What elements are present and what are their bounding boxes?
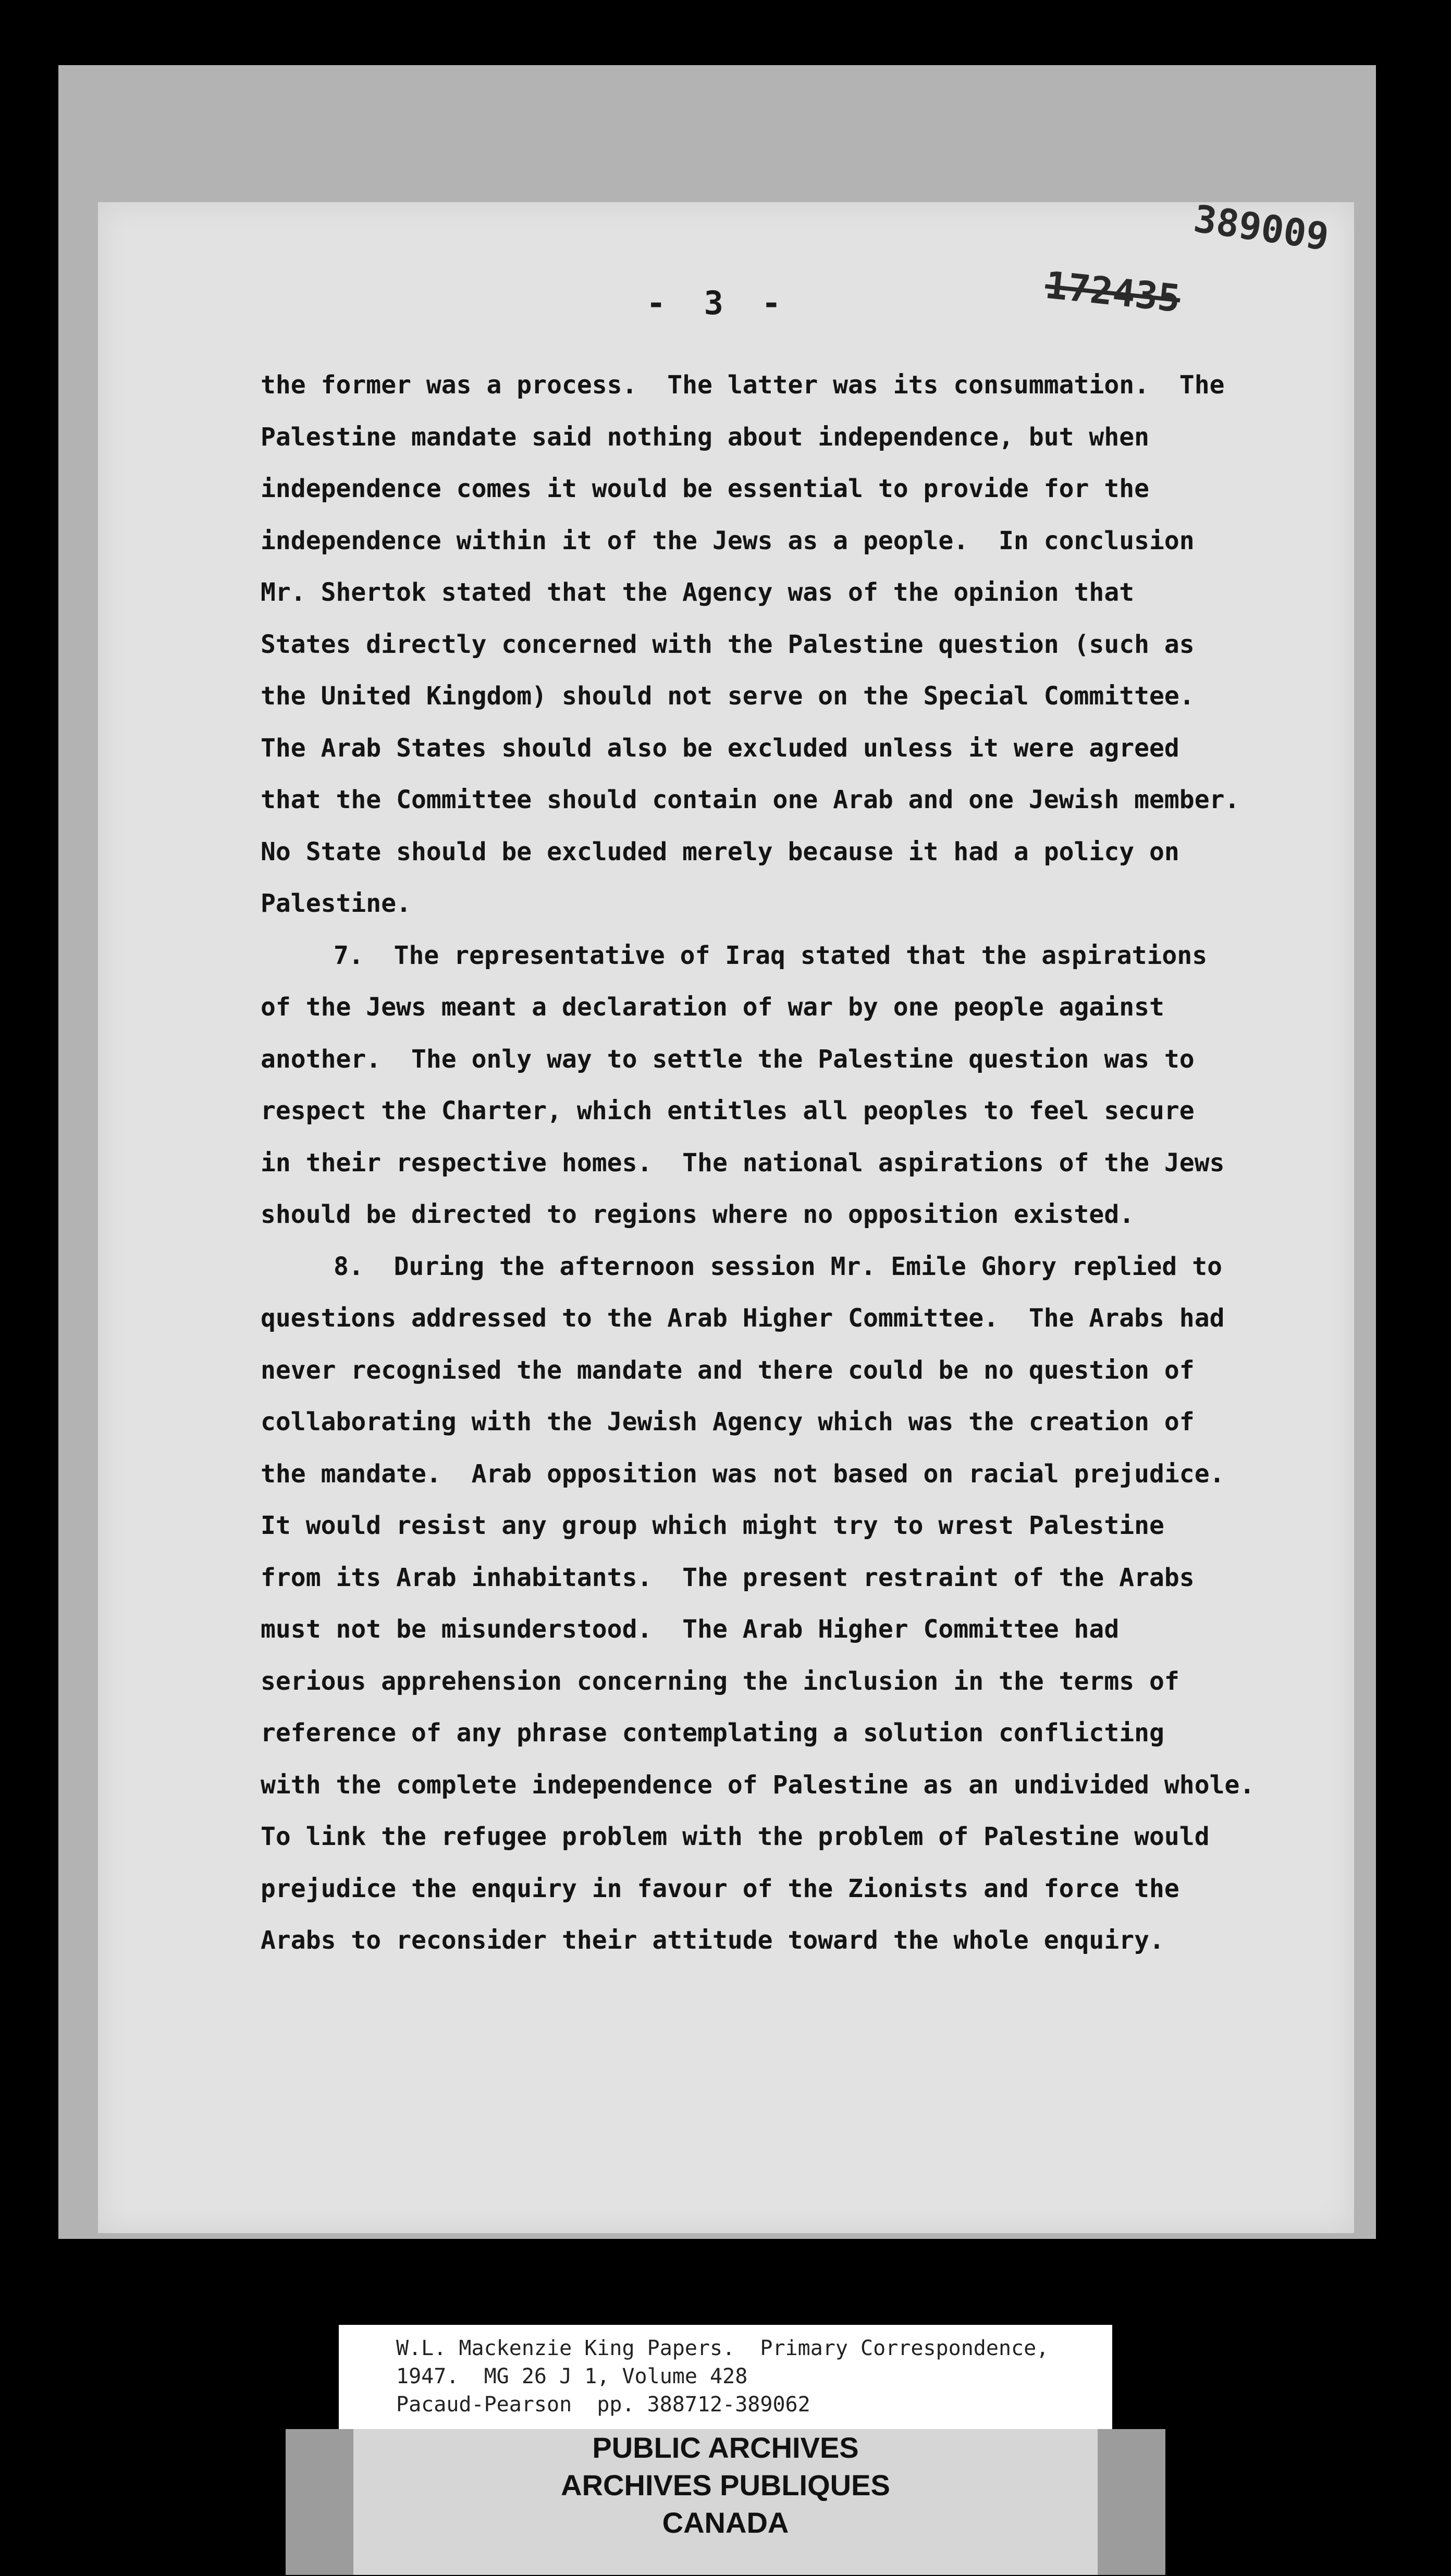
text-line: reference of any phrase contemplating a solution conflicting	[261, 1718, 1164, 1748]
text-line: in their respective homes. The national aspirations of the Jews	[261, 1148, 1225, 1178]
text-line: To link the refugee problem with the problem of Palestine would	[261, 1822, 1210, 1851]
text-line: that the Committee should contain one Arab and one Jewish member.	[261, 785, 1240, 814]
text-line: independence within it of the Jews as a people. In conclusion	[261, 526, 1195, 555]
label-line: 1947. MG 26 J 1, Volume 428	[396, 2364, 748, 2388]
text-line: States directly concerned with the Palestine question (such as	[261, 629, 1195, 659]
text-line: Palestine.	[261, 889, 411, 918]
label-line: W.L. Mackenzie King Papers. Primary Correspondence,	[396, 2336, 1049, 2360]
text-line: respect the Charter, which entitles all peoples to feel secure	[261, 1096, 1195, 1125]
struck-page-number: 172435	[1043, 263, 1183, 321]
text-line: must not be misunderstood. The Arab Higher Committee had	[261, 1615, 1120, 1644]
text-line: prejudice the enquiry in favour of the Zionists and force the	[261, 1874, 1179, 1903]
archives-line: PUBLIC ARCHIVES	[592, 2431, 859, 2464]
text-line: collaborating with the Jewish Agency which was the creation of	[261, 1407, 1195, 1436]
text-line: the former was a process. The latter was its consummation. The	[261, 370, 1225, 400]
text-line: questions addressed to the Arab Higher Committee. The Arabs had	[261, 1304, 1225, 1333]
text-line: with the complete independence of Palestine as an undivided whole.	[261, 1770, 1255, 1800]
text-line: independence comes it would be essential to provide for the	[261, 474, 1150, 503]
stamp-edge	[286, 2429, 353, 2575]
archives-line: ARCHIVES PUBLIQUES	[561, 2469, 890, 2501]
text-line: never recognised the mandate and there could be no question of	[261, 1355, 1195, 1385]
page-stamp-number: 389009	[1191, 196, 1332, 259]
text-line: serious apprehension concerning the inclusion in the terms of	[261, 1666, 1179, 1696]
text-line: Mr. Shertok stated that the Agency was of the opinion that	[261, 578, 1135, 607]
archive-label	[339, 2325, 1112, 2429]
text-line: 8. During the afternoon session Mr. Emile Ghory replied to	[334, 1252, 1223, 1281]
text-line: the United Kingdom) should not serve on the Special Committee.	[261, 682, 1195, 711]
text-line: 7. The representative of Iraq stated that the aspirations	[334, 940, 1208, 970]
archives-line: CANADA	[662, 2506, 789, 2539]
label-line: Pacaud-Pearson pp. 388712-389062	[396, 2393, 810, 2417]
text-line: Palestine mandate said nothing about independence, but when	[261, 422, 1150, 452]
stamp-edge	[1098, 2429, 1165, 2575]
text-line: from its Arab inhabitants. The present restraint of the Arabs	[261, 1563, 1195, 1592]
archives-stamp	[286, 2429, 1165, 2575]
text-line: It would resist any group which might try to wrest Palestine	[261, 1511, 1164, 1540]
page-number: - 3 -	[646, 284, 791, 322]
text-line: Arabs to reconsider their attitude toward the whole enquiry.	[261, 1926, 1164, 1955]
document-body	[261, 360, 1308, 1967]
text-line: should be directed to regions where no opposition existed.	[261, 1200, 1135, 1229]
text-line: another. The only way to settle the Palestine question was to	[261, 1044, 1195, 1074]
text-line: the mandate. Arab opposition was not based on racial prejudice.	[261, 1459, 1225, 1489]
text-line: The Arab States should also be excluded unless it were agreed	[261, 733, 1179, 763]
text-line: No State should be excluded merely because it had a policy on	[261, 837, 1179, 866]
text-line: of the Jews meant a declaration of war by one people against	[261, 993, 1164, 1022]
